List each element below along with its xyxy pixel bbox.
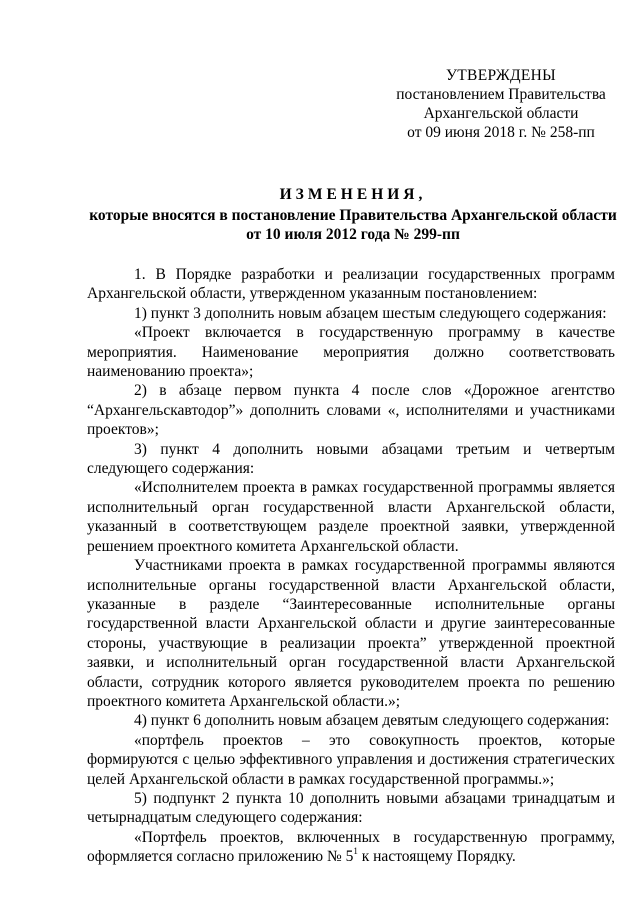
paragraph: Участниками проекта в рамках государственной программы являются исполнительные органы государственной власти Архангельской области, указанные в разделе “Заинтересованные исполнительные органы государственной власти Архангельской области и другие заинтересованные стороны, участвующие в реализации проекта” утвержденной проектной заявки, и исполнительный орган государственной власти Архангельской области, сотрудник которого является руководителем проекта по решению проектного комитета Архангельской области.»; (87, 557, 615, 710)
approval-line-3: от 09 июня 2018 г. № 258-пп (407, 124, 595, 141)
title-line-2: от 10 июля 2012 года № 299-пп (246, 226, 460, 243)
approval-line-2: Архангельской области (423, 105, 579, 122)
superscript-index: 1 (353, 846, 358, 857)
document-body (87, 265, 615, 867)
approval-line-1: постановлением Правительства (396, 86, 606, 103)
paragraph: 5) подпункт 2 пункта 10 дополнить новыми абзацами тринадцатым и четырнадцатым следующего содержания: (87, 789, 615, 827)
paragraph-last (87, 828, 615, 867)
paragraph: «Проект включается в государственную программу в качестве мероприятия. Наименование мероприятия должно соответствовать наименованию проекта»; (87, 324, 615, 381)
title-line-1: которые вносятся в постановление Правительства Архангельской области (89, 207, 617, 224)
paragraph-last-tail: к настоящему Порядку. (357, 848, 516, 866)
paragraph: 3) пункт 4 дополнить новыми абзацами третьим и четвертым следующего содержания: (87, 440, 615, 478)
approval-word: УТВЕРЖДЕНЫ (446, 67, 556, 84)
paragraph: 1) пункт 3 дополнить новым абзацем шестым следующего содержания: (134, 304, 607, 322)
paragraph: 2) в абзаце первом пункта 4 после слов «Дорожное агентство “Архангельскавтодор”» дополнить словами «, исполнителями и участниками проектов»; (87, 382, 615, 439)
paragraph-last-text: «Портфель проектов, включенных в государственную программу, оформляется согласно приложению № 5 (87, 828, 615, 866)
paragraph: 4) пункт 6 дополнить новым абзацем девятым следующего содержания: (134, 712, 610, 730)
paragraph: 1. В Порядке разработки и реализации государственных программ Архангельской области, утвержденном указанным постановлением: (87, 266, 615, 303)
paragraph: «Исполнителем проекта в рамках государственной программы является исполнительный орган государственной власти Архангельской области, указанный в соответствующем разделе проектной заявки, утвержденной решением проектного комитета Архангельской области. (87, 479, 615, 555)
paragraph: «портфель проектов – это совокупность проектов, которые формируются с целью эффективного управления и достижения стратегических целей Архангельской области в рамках государственной программы.»; (87, 731, 615, 788)
document-title (88, 185, 618, 244)
approval-stamp (370, 66, 632, 142)
title-heading: ИЗМЕНЕНИЯ, (279, 186, 427, 203)
